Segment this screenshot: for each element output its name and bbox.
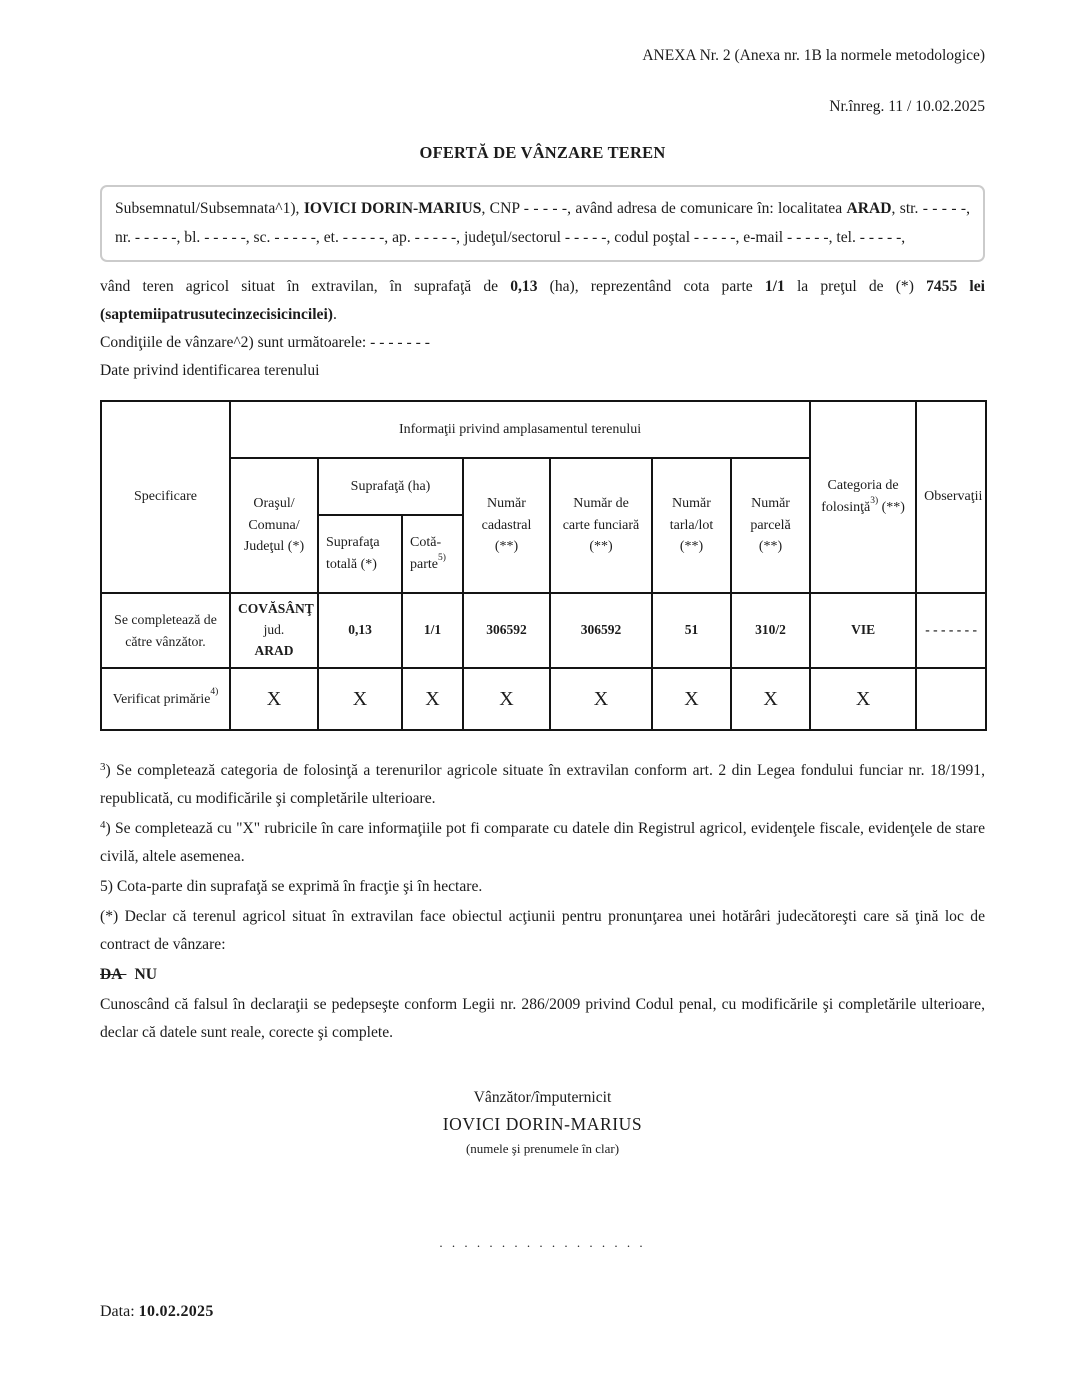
verify-observatii [916,668,986,730]
seller-observatii: - - - - - - - [916,593,986,668]
registration-number: Nr.înreg. 11 / 10.02.2025 [829,98,985,115]
signature-role: Vânzător/împuternicit [473,1089,612,1106]
categoria-superscript: 3) [870,496,879,506]
verify-row-label: Verificat primărie$^{4)}$ [101,668,230,730]
header-specificare: Specificare [101,401,230,593]
seller-name: IOVICI DORIN-MARIUS [303,200,482,217]
header-observatii: Observaţii [916,401,986,593]
verify-mark: X [318,668,402,730]
seller-oras-cell: COVĂSÂNŢ jud. ARAD [230,593,318,668]
verify-mark: X [463,668,550,730]
seller-data-row [101,593,986,668]
header-info-span: Informaţii privind amplasamentul terenului [230,401,810,458]
signature-dotted-line: . . . . . . . . . . . . . . . . . [439,1235,646,1250]
header-oras: Oraşul/ Comuna/ Judeţul (*) [230,458,318,593]
intro-text-1: Subsemnatul/Subsemnata^1), [115,200,304,217]
verify-mark: X [550,668,652,730]
locality: ARAD [846,200,892,217]
seller-categoria: VIE [810,593,916,668]
seller-nr-cadastral: 306592 [463,593,550,668]
seller-suprafata: 0,13 [318,593,402,668]
header-nr-parcela: Număr parcelă (**) [731,458,810,593]
da-nu-choice [100,961,985,989]
footnote-4: $^4$) Se completează cu "X" rubricile în care informaţiile pot fi comparate cu datele din Registrul agricol, evidenţele fiscale, evidenţele de stare civilă, altele asemenea. [100,819,985,865]
signature-name: IOVICI DORIN-MARIUS [442,1114,643,1134]
sale-text-3: la preţul de (*) [784,278,927,295]
da-option-struck: DA [100,966,123,983]
quota-part: 1/1 [764,278,785,295]
verify-mark: X [731,668,810,730]
price-in-words: (saptemiipatrusutecinzecisicincilei) [100,306,333,323]
signature-block [100,1085,985,1161]
verify-superscript: 4) [210,687,219,698]
penal-paragraph: Cunoscând că falsul în declaraţii se pedepseşte conform Legii nr. 286/2009 privind Codul penal, cu modificările şi completările ulterioare, declar că datele sunt reale, corecte şi complete. [100,996,985,1041]
verify-mark: X [810,668,916,730]
date-value: 10.02.2025 [138,1303,214,1320]
verify-mark: X [230,668,318,730]
verify-mark: X [652,668,731,730]
seller-nr-carte: 306592 [550,593,652,668]
intro-text-2: , CNP - - - - -, având adresa de comunicare în: localitatea [481,200,847,217]
sale-text-2: (ha), reprezentând cota parte [537,278,765,295]
header-categoria: Categoria de folosinţă$^{3)}$ (**) [810,401,916,593]
header-nr-cadastral: Număr cadastral (**) [463,458,550,593]
nu-option: NU [134,966,157,983]
document-title: OFERTĂ DE VÂNZARE TEREN [419,143,666,162]
footnotes [100,757,985,1047]
land-area: 0,13 [510,278,538,295]
cota-superscript: 5) [437,553,446,563]
conditions-line: Condiţiile de vânzare^2) sunt următoarele: - - - - - - - [100,334,430,351]
header-nr-carte: Număr de carte funciară (**) [550,458,652,593]
sale-text-1: vând teren agricol situat în extravilan, în suprafaţă de [100,278,511,295]
price: 7455 lei [926,278,985,295]
footnote-3: $^3$) Se completează categoria de folosinţă a terenurilor agricole situate în extravilan conform art. 2 din Legea fondului funciar nr. 18/1991, republicată, cu modificările şi completările ulterioare. [100,761,985,807]
header-suprafata-group: Suprafaţă (ha) [318,458,463,515]
seller-cota: 1/1 [402,593,463,668]
intro-box [100,185,985,262]
declaration-paragraph: (*) Declar că terenul agricol situat în extravilan face obiectul acţiunii pentru pronunţarea unei hotărâri judecătoreşti care să ţină loc de contract de vânzare: [100,908,985,953]
land-identification-table [100,400,987,731]
seller-nr-parcela: 310/2 [731,593,810,668]
verify-row [101,668,986,730]
sale-paragraph [100,273,985,329]
signature-hint: (numele şi prenumele în clar) [465,1141,620,1156]
header-nr-tarla: Număr tarla/lot (**) [652,458,731,593]
verify-mark: X [402,668,463,730]
sale-text-5: . [333,306,337,323]
header-suprafata-totala: Suprafaţa totală (*) [318,515,402,593]
date-line: Data: 10.02.2025 [100,1303,214,1320]
header-cota-parte: Cotă-parte$^{5)}$ [402,515,463,593]
seller-nr-tarla: 51 [652,593,731,668]
land-identification-line: Date privind identificarea terenului [100,362,320,379]
seller-row-label: Se completează de către vânzător. [101,593,230,668]
anexa-note: ANEXA Nr. 2 (Anexa nr. 1B la normele metodologice) [642,47,985,64]
intro-text-3: , str. - - - - -, nr. - - - - -, bl. - - - - -, sc. - - - - -, et. - - - - -, ap. - - - - -, judeţul/sectorul - - - - -, codul poştal - - - - -, e-mail - - - - -, tel. - - - - -, [115,200,970,246]
footnote-5: 5) Cota-parte din suprafaţă se exprimă în fracţie şi în hectare. [100,878,483,895]
